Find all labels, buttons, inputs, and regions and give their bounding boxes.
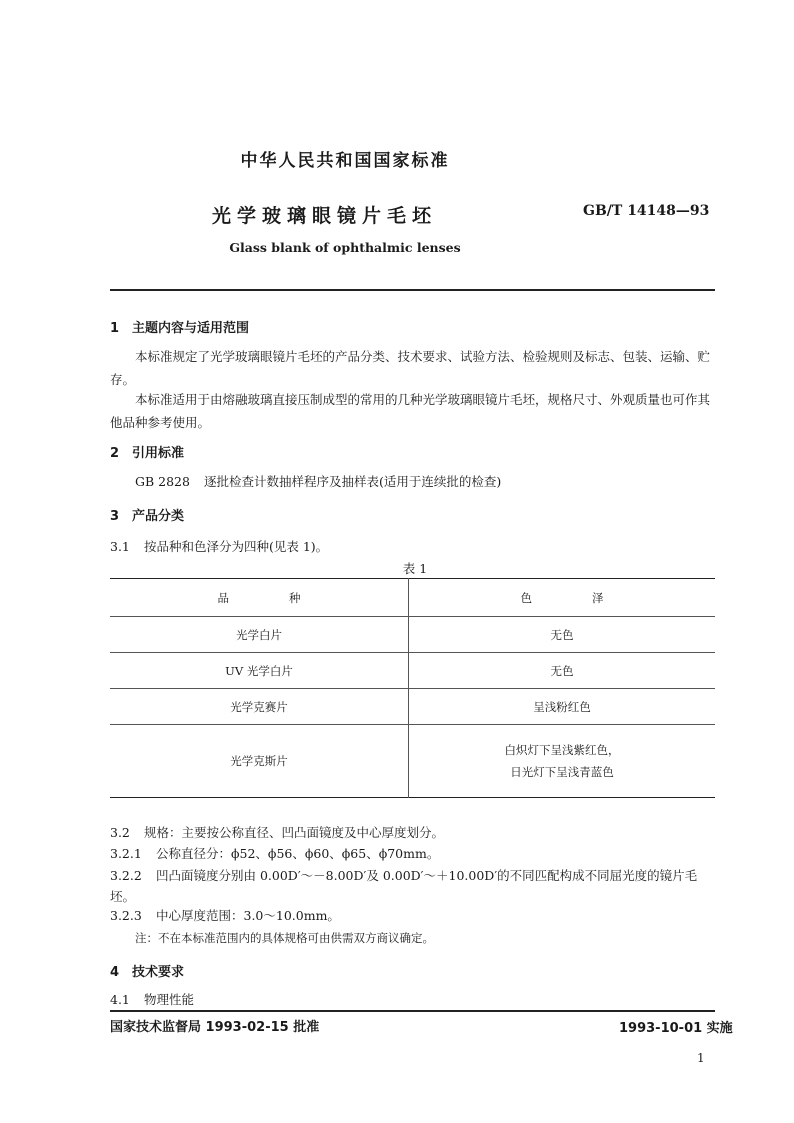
clause-3-2-2-text: 凹凸面镜度分别由 0.00D′～－8.00D′及 0.00D′～＋10.00D′的不同匹配构成不同屈光度的镜片毛坯。	[110, 868, 698, 904]
section-2-number: 2	[110, 446, 120, 461]
clause-3-2-3-number: 3.2.3	[110, 908, 142, 923]
table-1	[110, 578, 715, 798]
clause-3-1-number: 3.1	[110, 539, 130, 554]
clause-3-2-text: 规格：主要按公称直径、凹凸面镜度及中心厚度划分。	[144, 825, 445, 840]
clause-3-2-2-number: 3.2.2	[110, 868, 142, 883]
clause-3-1	[110, 537, 328, 555]
clause-3-2-2	[110, 865, 715, 907]
section-1-title: 主题内容与适用范围	[132, 321, 250, 336]
page-number: 1	[697, 1051, 705, 1065]
section-1-paragraph-1: 本标准规定了光学玻璃眼镜片毛坯的产品分类、技术要求、试验方法、检验规则及标志、包装、运输、贮存。	[110, 349, 711, 387]
cell-color-line-2: 日光灯下呈浅青蓝色	[510, 765, 614, 779]
cell-variety: 光学白片	[236, 627, 282, 642]
approval-line: 国家技术监督局 1993-02-15 批准	[110, 1020, 320, 1035]
section-1-heading	[110, 317, 249, 336]
clause-3-2-1-text: 公称直径分：ϕ52、ϕ56、ϕ60、ϕ65、ϕ70mm。	[156, 846, 440, 861]
section-2-title: 引用标准	[132, 446, 185, 461]
standard-code: GB/T 14148—93	[583, 203, 710, 219]
header-divider	[110, 289, 715, 291]
reference-code: GB 2828	[135, 474, 190, 489]
section-3-heading	[110, 505, 184, 524]
reference-standard-line	[135, 472, 501, 490]
clause-3-2-1-number: 3.2.1	[110, 846, 142, 861]
cell-color-line-1: 白炽灯下呈浅紫红色，	[504, 743, 620, 757]
section-4-heading	[110, 961, 184, 980]
reference-title: 逐批检查计数抽样程序及抽样表(适用于连续批的检查)	[203, 474, 502, 489]
header-color-char-1: 色	[520, 590, 532, 605]
clause-4-1	[110, 990, 194, 1008]
section-3-number: 3	[110, 509, 120, 524]
clause-4-1-text: 物理性能	[144, 992, 195, 1007]
section-1-number: 1	[110, 321, 120, 336]
clause-4-1-number: 4.1	[110, 992, 130, 1007]
cell-color	[409, 725, 716, 798]
section-2-heading	[110, 442, 184, 461]
header-variety-char-2: 种	[289, 590, 301, 605]
document-title: 光学玻璃眼镜片毛坯	[212, 205, 438, 227]
cell-variety: 光学克斯片	[230, 754, 288, 768]
clause-3-2-3	[110, 906, 340, 924]
clause-3-2-3-text: 中心厚度范围：3.0～10.0mm。	[156, 908, 340, 923]
header-color	[409, 579, 716, 617]
table-row	[110, 653, 715, 689]
section-1-paragraph-2: 本标准适用于由熔融玻璃直接压制成型的常用的几种光学玻璃眼镜片毛坯，规格尺寸、外观质量也可作其他品种参考使用。	[110, 392, 711, 430]
section-4-number: 4	[110, 965, 120, 980]
cell-color: 无色	[409, 617, 716, 653]
section-3-title: 产品分类	[132, 509, 185, 524]
clause-3-2	[110, 823, 444, 841]
table-row	[110, 617, 715, 653]
table-row	[110, 725, 715, 798]
table-note: 注：不在本标准范围内的具体规格可由供需双方商议确定。	[135, 931, 434, 945]
table-header-row	[110, 579, 715, 617]
footer-divider	[110, 1010, 715, 1012]
cell-variety: 光学克赛片	[230, 699, 288, 714]
header-variety-char-1: 品	[217, 590, 229, 605]
english-title: Glass blank of ophthalmic lenses	[229, 240, 461, 255]
cell-color: 呈浅粉红色	[409, 689, 716, 725]
header-color-char-2: 泽	[592, 590, 604, 605]
clause-3-2-number: 3.2	[110, 825, 130, 840]
national-standard-heading: 中华人民共和国国家标准	[240, 151, 450, 171]
cell-variety: UV 光学白片	[225, 663, 293, 678]
table-1-caption: 表 1	[402, 561, 428, 576]
table-row	[110, 689, 715, 725]
clause-3-2-1	[110, 844, 439, 862]
header-variety	[110, 579, 409, 617]
clause-3-1-text: 按品种和色泽分为四种(见表 1)。	[144, 539, 329, 554]
section-4-title: 技术要求	[132, 965, 185, 980]
cell-color: 无色	[409, 653, 716, 689]
implementation-date: 1993-10-01 实施	[619, 1021, 733, 1036]
